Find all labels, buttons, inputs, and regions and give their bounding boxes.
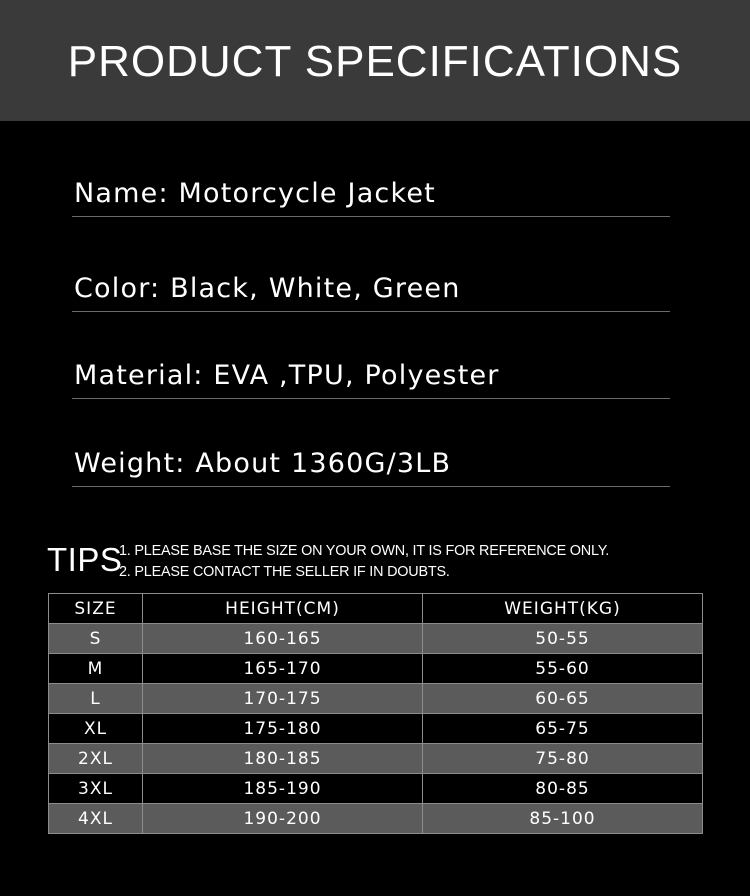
table-header-row [49, 594, 703, 624]
cell-weight: 65-75 [423, 714, 703, 744]
cell-size: S [49, 624, 143, 654]
tips-heading: TIPS [47, 541, 123, 578]
spec-name-row [72, 166, 670, 217]
table-row [49, 684, 703, 714]
cell-weight: 60-65 [423, 684, 703, 714]
table-row [49, 624, 703, 654]
spec-material-row [72, 348, 670, 399]
cell-height: 160-165 [143, 624, 423, 654]
table-row [49, 744, 703, 774]
size-chart-table [48, 593, 703, 834]
cell-height: 170-175 [143, 684, 423, 714]
table-row [49, 654, 703, 684]
cell-size: 2XL [49, 744, 143, 774]
cell-weight: 55-60 [423, 654, 703, 684]
cell-weight: 80-85 [423, 774, 703, 804]
header-size: SIZE [49, 594, 143, 624]
header-banner [0, 0, 750, 121]
cell-weight: 50-55 [423, 624, 703, 654]
cell-size: M [49, 654, 143, 684]
table-row [49, 804, 703, 834]
cell-height: 180-185 [143, 744, 423, 774]
cell-size: L [49, 684, 143, 714]
cell-weight: 85-100 [423, 804, 703, 834]
header-height: HEIGHT(CM) [143, 594, 423, 624]
cell-weight: 75-80 [423, 744, 703, 774]
page-title: PRODUCT SPECIFICATIONS [67, 36, 683, 86]
table-row [49, 714, 703, 744]
spec-name: Name: Motorcycle Jacket [74, 178, 436, 209]
cell-height: 185-190 [143, 774, 423, 804]
header-weight: WEIGHT(KG) [423, 594, 703, 624]
cell-size: 3XL [49, 774, 143, 804]
cell-height: 190-200 [143, 804, 423, 834]
tip-line-1: 1. PLEASE BASE THE SIZE ON YOUR OWN, IT IS FOR REFERENCE ONLY. [119, 543, 610, 559]
cell-size: XL [49, 714, 143, 744]
cell-height: 175-180 [143, 714, 423, 744]
spec-material: Material: EVA ,TPU, Polyester [74, 360, 500, 391]
spec-weight-row [72, 436, 670, 487]
spec-weight: Weight: About 1360G/3LB [74, 448, 452, 479]
cell-height: 165-170 [143, 654, 423, 684]
tip-line-2: 2. PLEASE CONTACT THE SELLER IF IN DOUBTS. [119, 564, 450, 580]
cell-size: 4XL [49, 804, 143, 834]
spec-color-row [72, 261, 670, 312]
spec-color: Color: Black, White, Green [74, 273, 461, 304]
table-row [49, 774, 703, 804]
tips-lines [119, 541, 679, 583]
